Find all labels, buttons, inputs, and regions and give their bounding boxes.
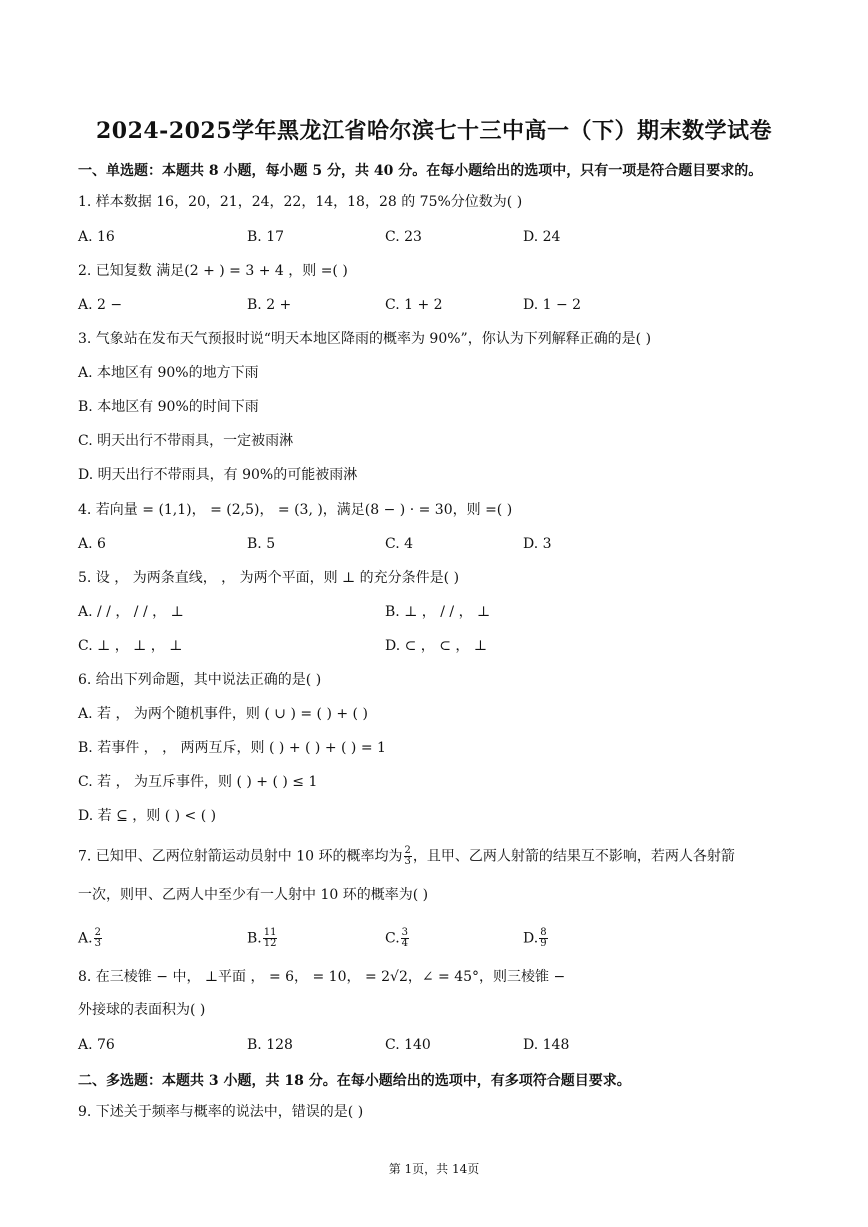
question-8-option-a: A. 76 [78, 1037, 115, 1053]
question-8-stem: 8. 在三棱锥 − 中， ⊥平面 ， = 6， = 10， = 2√2，∠ = 45°，则三棱锥 − [78, 969, 566, 985]
question-3-option-d: D. 明天出行不带雨具，有 90%的可能被雨淋 [78, 467, 358, 483]
question-1-option-a: A. 16 [78, 229, 115, 245]
question-4-stem: 4. 若向量 = (1,1)， = (2,5)， = (3, )，满足(8 − ) · = 30，则 =( ) [78, 502, 513, 518]
page-footer: 第 1页，共 14页 [388, 1162, 480, 1176]
fraction-denominator: 9 [540, 938, 547, 949]
option-fraction [263, 928, 278, 949]
question-5-option-d: D. ⊂ ， ⊂ ， ⊥ [385, 638, 488, 654]
option-label: A. [78, 930, 93, 947]
question-2-option-d: D. 1 − 2 [523, 297, 582, 313]
section-single-choice-heading: 一、单选题：本题共 8 小题，每小题 5 分，共 40 分。在每小题给出的选项中，只有一项是符合题目要求的。 [78, 163, 763, 179]
question-7-option-b [247, 928, 278, 949]
question-3-option-a: A. 本地区有 90%的地方下雨 [78, 365, 259, 381]
question-6-option-a: A. 若 ， 为两个随机事件，则 ( ∪ ) = ( ) + ( ) [78, 706, 368, 722]
question-1-option-d: D. 24 [523, 229, 561, 245]
question-6-option-b: B. 若事件 ， ， 两两互斥，则 ( ) + ( ) + ( ) = 1 [78, 740, 386, 756]
question-2-option-b: B. 2 + [247, 297, 292, 313]
question-4-option-a: A. 6 [78, 536, 106, 552]
question-7-stem [78, 846, 735, 867]
option-fraction [539, 928, 547, 949]
question-7-stem-line2: 一次，则甲、乙两人中至少有一人射中 10 环的概率为( ) [78, 887, 429, 903]
question-3-stem: 3. 气象站在发布天气预报时说“明天本地区降雨的概率为 90%”，你认为下列解释正确的是( ) [78, 331, 652, 347]
question-1-option-c: C. 23 [385, 229, 422, 245]
question-8-option-b: B. 128 [247, 1037, 293, 1053]
question-8-stem-line2: 外接球的表面积为( ) [78, 1002, 206, 1018]
question-4-option-b: B. 5 [247, 536, 276, 552]
question-7-option-c [385, 928, 410, 949]
fraction-denominator: 12 [263, 938, 277, 949]
fraction-numerator: 2 [94, 927, 101, 938]
fraction-denominator: 3 [404, 856, 411, 867]
question-7-stem-before: 7. 已知甲、乙两位射箭运动员射中 10 环的概率均为 [78, 848, 403, 865]
question-7-fraction [404, 846, 412, 867]
question-4-option-d: D. 3 [523, 536, 552, 552]
section-multiple-choice-heading: 二、多选题：本题共 3 小题，共 18 分。在每小题给出的选项中，有多项符合题目要求。 [78, 1073, 631, 1089]
question-8-option-d: D. 148 [523, 1037, 570, 1053]
option-fraction [94, 928, 102, 949]
fraction-denominator: 4 [401, 938, 409, 949]
question-2-option-c: C. 1 + 2 [385, 297, 443, 313]
question-5-option-b: B. ⊥ ， / / ， ⊥ [385, 604, 491, 620]
question-6-stem: 6. 给出下列命题，其中说法正确的是( ) [78, 672, 322, 688]
exam-title: 2024-2025学年黑龙江省哈尔滨七十三中高一（下）期末数学试卷 [95, 118, 773, 144]
question-1-stem: 1. 样本数据 16，20，21，24，22，14，18，28 的 75%分位数为( ) [78, 194, 523, 210]
question-5-stem: 5. 设 ， 为两条直线， ， 为两个平面，则 ⊥ 的充分条件是( ) [78, 570, 460, 586]
question-5-option-c: C. ⊥ ， ⊥ ， ⊥ [78, 638, 183, 654]
question-4-option-c: C. 4 [385, 536, 414, 552]
fraction-numerator: 8 [540, 927, 547, 938]
question-2-stem: 2. 已知复数 满足(2 + ) = 3 + 4 ，则 =( ) [78, 263, 348, 279]
question-6-option-d: D. 若 ⊆ ，则 ( ) < ( ) [78, 808, 217, 824]
question-2-option-a: A. 2 − [78, 297, 123, 313]
question-9-stem: 9. 下述关于频率与概率的说法中，错误的是( ) [78, 1104, 364, 1120]
question-8-option-c: C. 140 [385, 1037, 431, 1053]
fraction-denominator: 3 [94, 938, 101, 949]
question-6-option-c: C. 若 ， 为互斥事件，则 ( ) + ( ) ≤ 1 [78, 774, 318, 790]
option-fraction [401, 928, 409, 949]
option-label: D. [523, 930, 539, 947]
question-3-option-c: C. 明天出行不带雨具，一定被雨淋 [78, 433, 294, 449]
fraction-numerator: 11 [263, 927, 277, 938]
question-3-option-b: B. 本地区有 90%的时间下雨 [78, 399, 259, 415]
option-label: C. [385, 930, 400, 947]
question-7-option-a [78, 928, 103, 949]
question-7-stem-after: ，且甲、乙两人射箭的结果互不影响，若两人各射箭 [412, 848, 735, 865]
question-5-option-a: A. / / ， / / ， ⊥ [78, 604, 184, 620]
fraction-numerator: 2 [404, 845, 411, 856]
fraction-numerator: 3 [401, 927, 409, 938]
question-1-option-b: B. 17 [247, 229, 285, 245]
question-7-option-d [523, 928, 549, 949]
option-label: B. [247, 930, 262, 947]
